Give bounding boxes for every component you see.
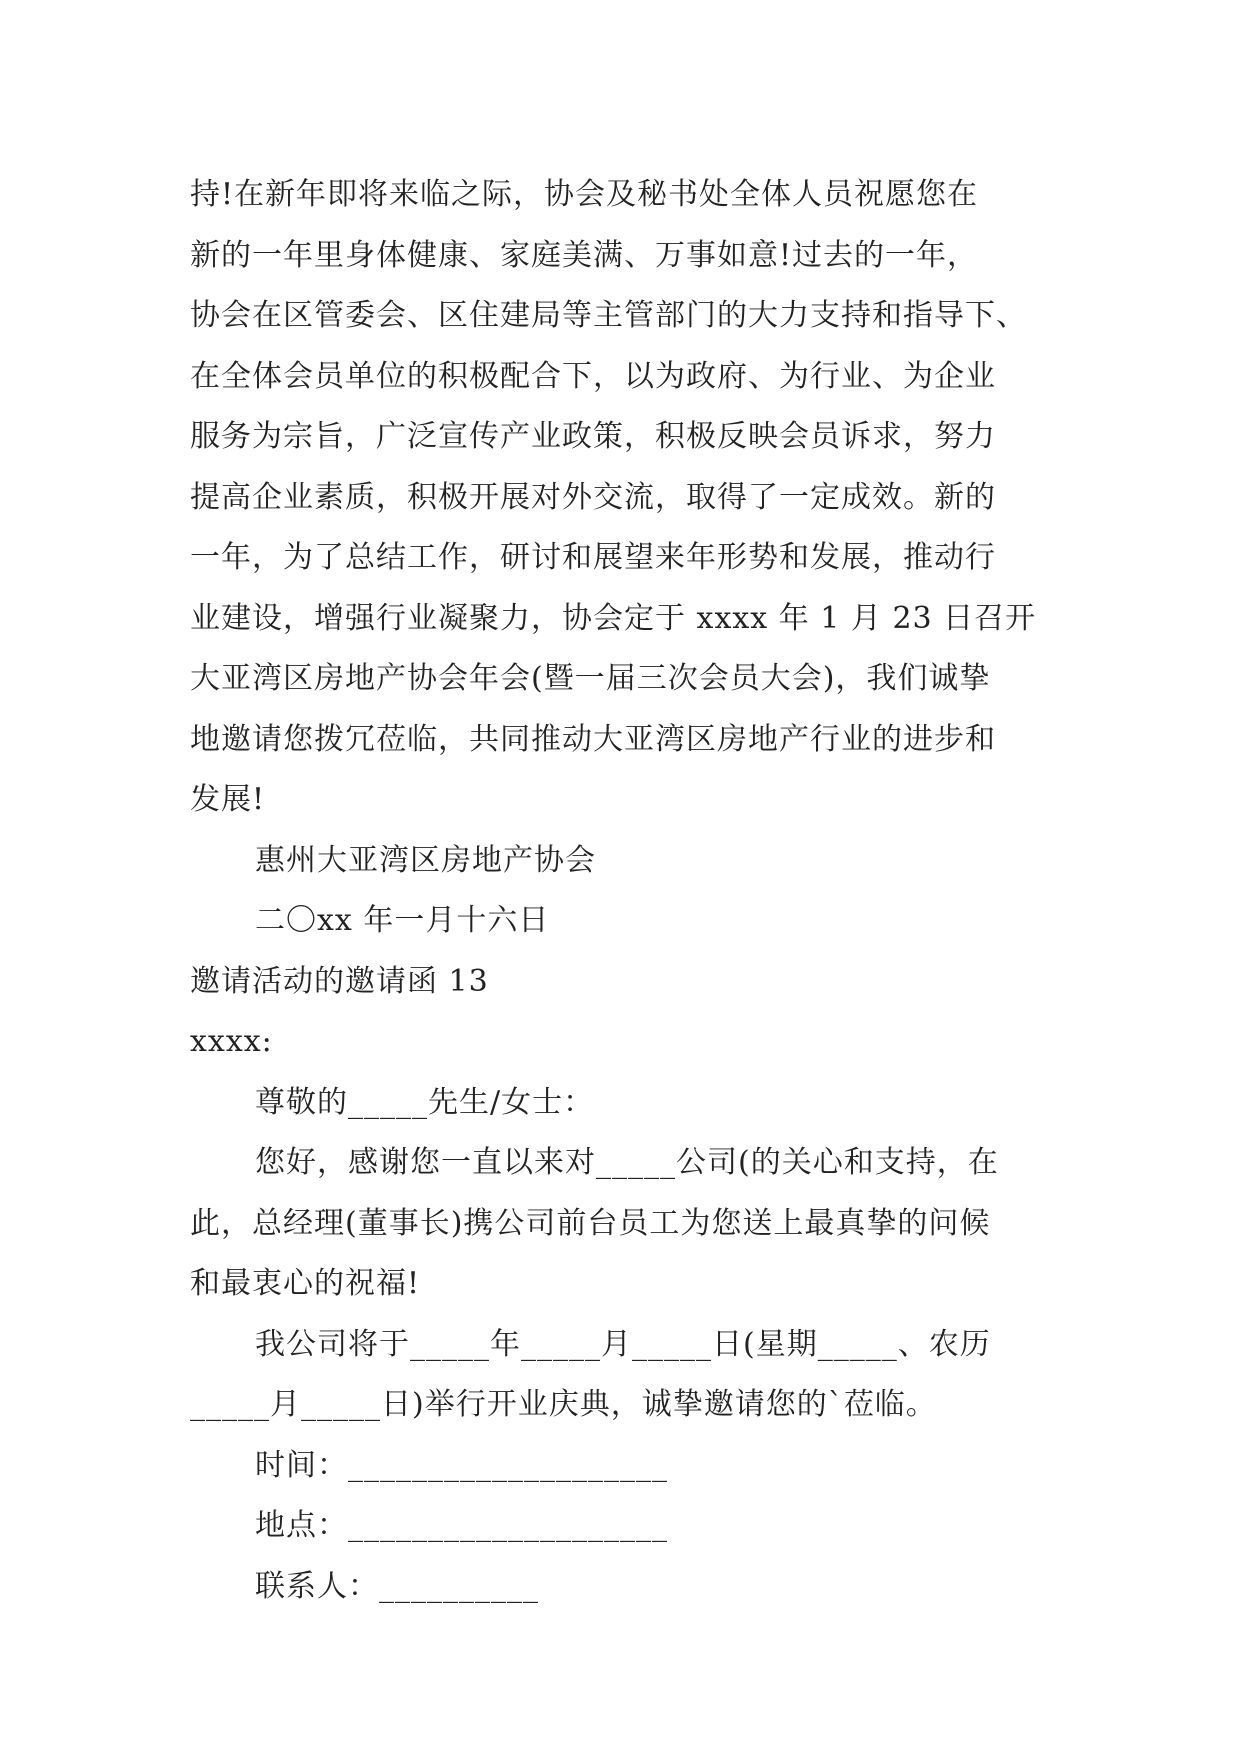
paragraph-line: 发展! xyxy=(190,782,266,817)
paragraph-line: 新的一年里身体健康、家庭美满、万事如意!过去的一年， xyxy=(190,237,979,273)
invite-line: _____月_____日)举行开业庆典，诚挚邀请您的`莅临。 xyxy=(190,1387,937,1422)
section-title: 邀请活动的邀请函 13 xyxy=(190,963,489,999)
signature-date: 二〇xx 年一月十六日 xyxy=(255,903,550,938)
paragraph-line: 一年，为了总结工作，研讨和展望来年形势和发展，推动行 xyxy=(190,540,996,575)
salutation: 尊敬的_____先生/女士： xyxy=(255,1084,595,1120)
signature-organization: 惠州大亚湾区房地产协会 xyxy=(255,842,596,878)
paragraph-line: 协会在区管委会、区住建局等主管部门的大力支持和指导下、 xyxy=(190,298,1027,333)
time-field: 时间：____________________ xyxy=(255,1447,668,1483)
paragraph-line: 持!在新年即将来临之际，协会及秘书处全体人员祝愿您在 xyxy=(190,177,979,212)
place-field: 地点：____________________ xyxy=(255,1508,668,1543)
paragraph-line: 大亚湾区房地产协会年会(暨一届三次会员大会)，我们诚挚 xyxy=(190,661,991,696)
greeting-line: 您好，感谢您一直以来对_____公司(的关心和支持，在 xyxy=(255,1145,999,1180)
paragraph-line: 提高企业素质，积极开展对外交流，取得了一定成效。新的 xyxy=(190,479,996,515)
document-body xyxy=(190,165,1090,1617)
invite-line: 我公司将于_____年_____月_____日(星期_____、农历 xyxy=(255,1326,991,1362)
paragraph-line: 在全体会员单位的积极配合下，以为政府、为行业、为企业 xyxy=(190,358,996,394)
greeting-line: 和最衷心的祝福! xyxy=(190,1266,421,1301)
contact-field: 联系人：__________ xyxy=(255,1568,539,1604)
paragraph-line: 服务为宗旨，广泛宣传产业政策，积极反映会员诉求，努力 xyxy=(190,419,996,454)
paragraph-line: 地邀请您拨冗莅临，共同推动大亚湾区房地产行业的进步和 xyxy=(190,721,996,757)
addressee: xxxx: xyxy=(190,1024,273,1059)
paragraph-line: 业建设，增强行业凝聚力，协会定于 xxxx 年 1 月 23 日召开 xyxy=(190,600,1037,636)
greeting-line: 此，总经理(董事长)携公司前台员工为您送上最真挚的问候 xyxy=(190,1205,991,1241)
